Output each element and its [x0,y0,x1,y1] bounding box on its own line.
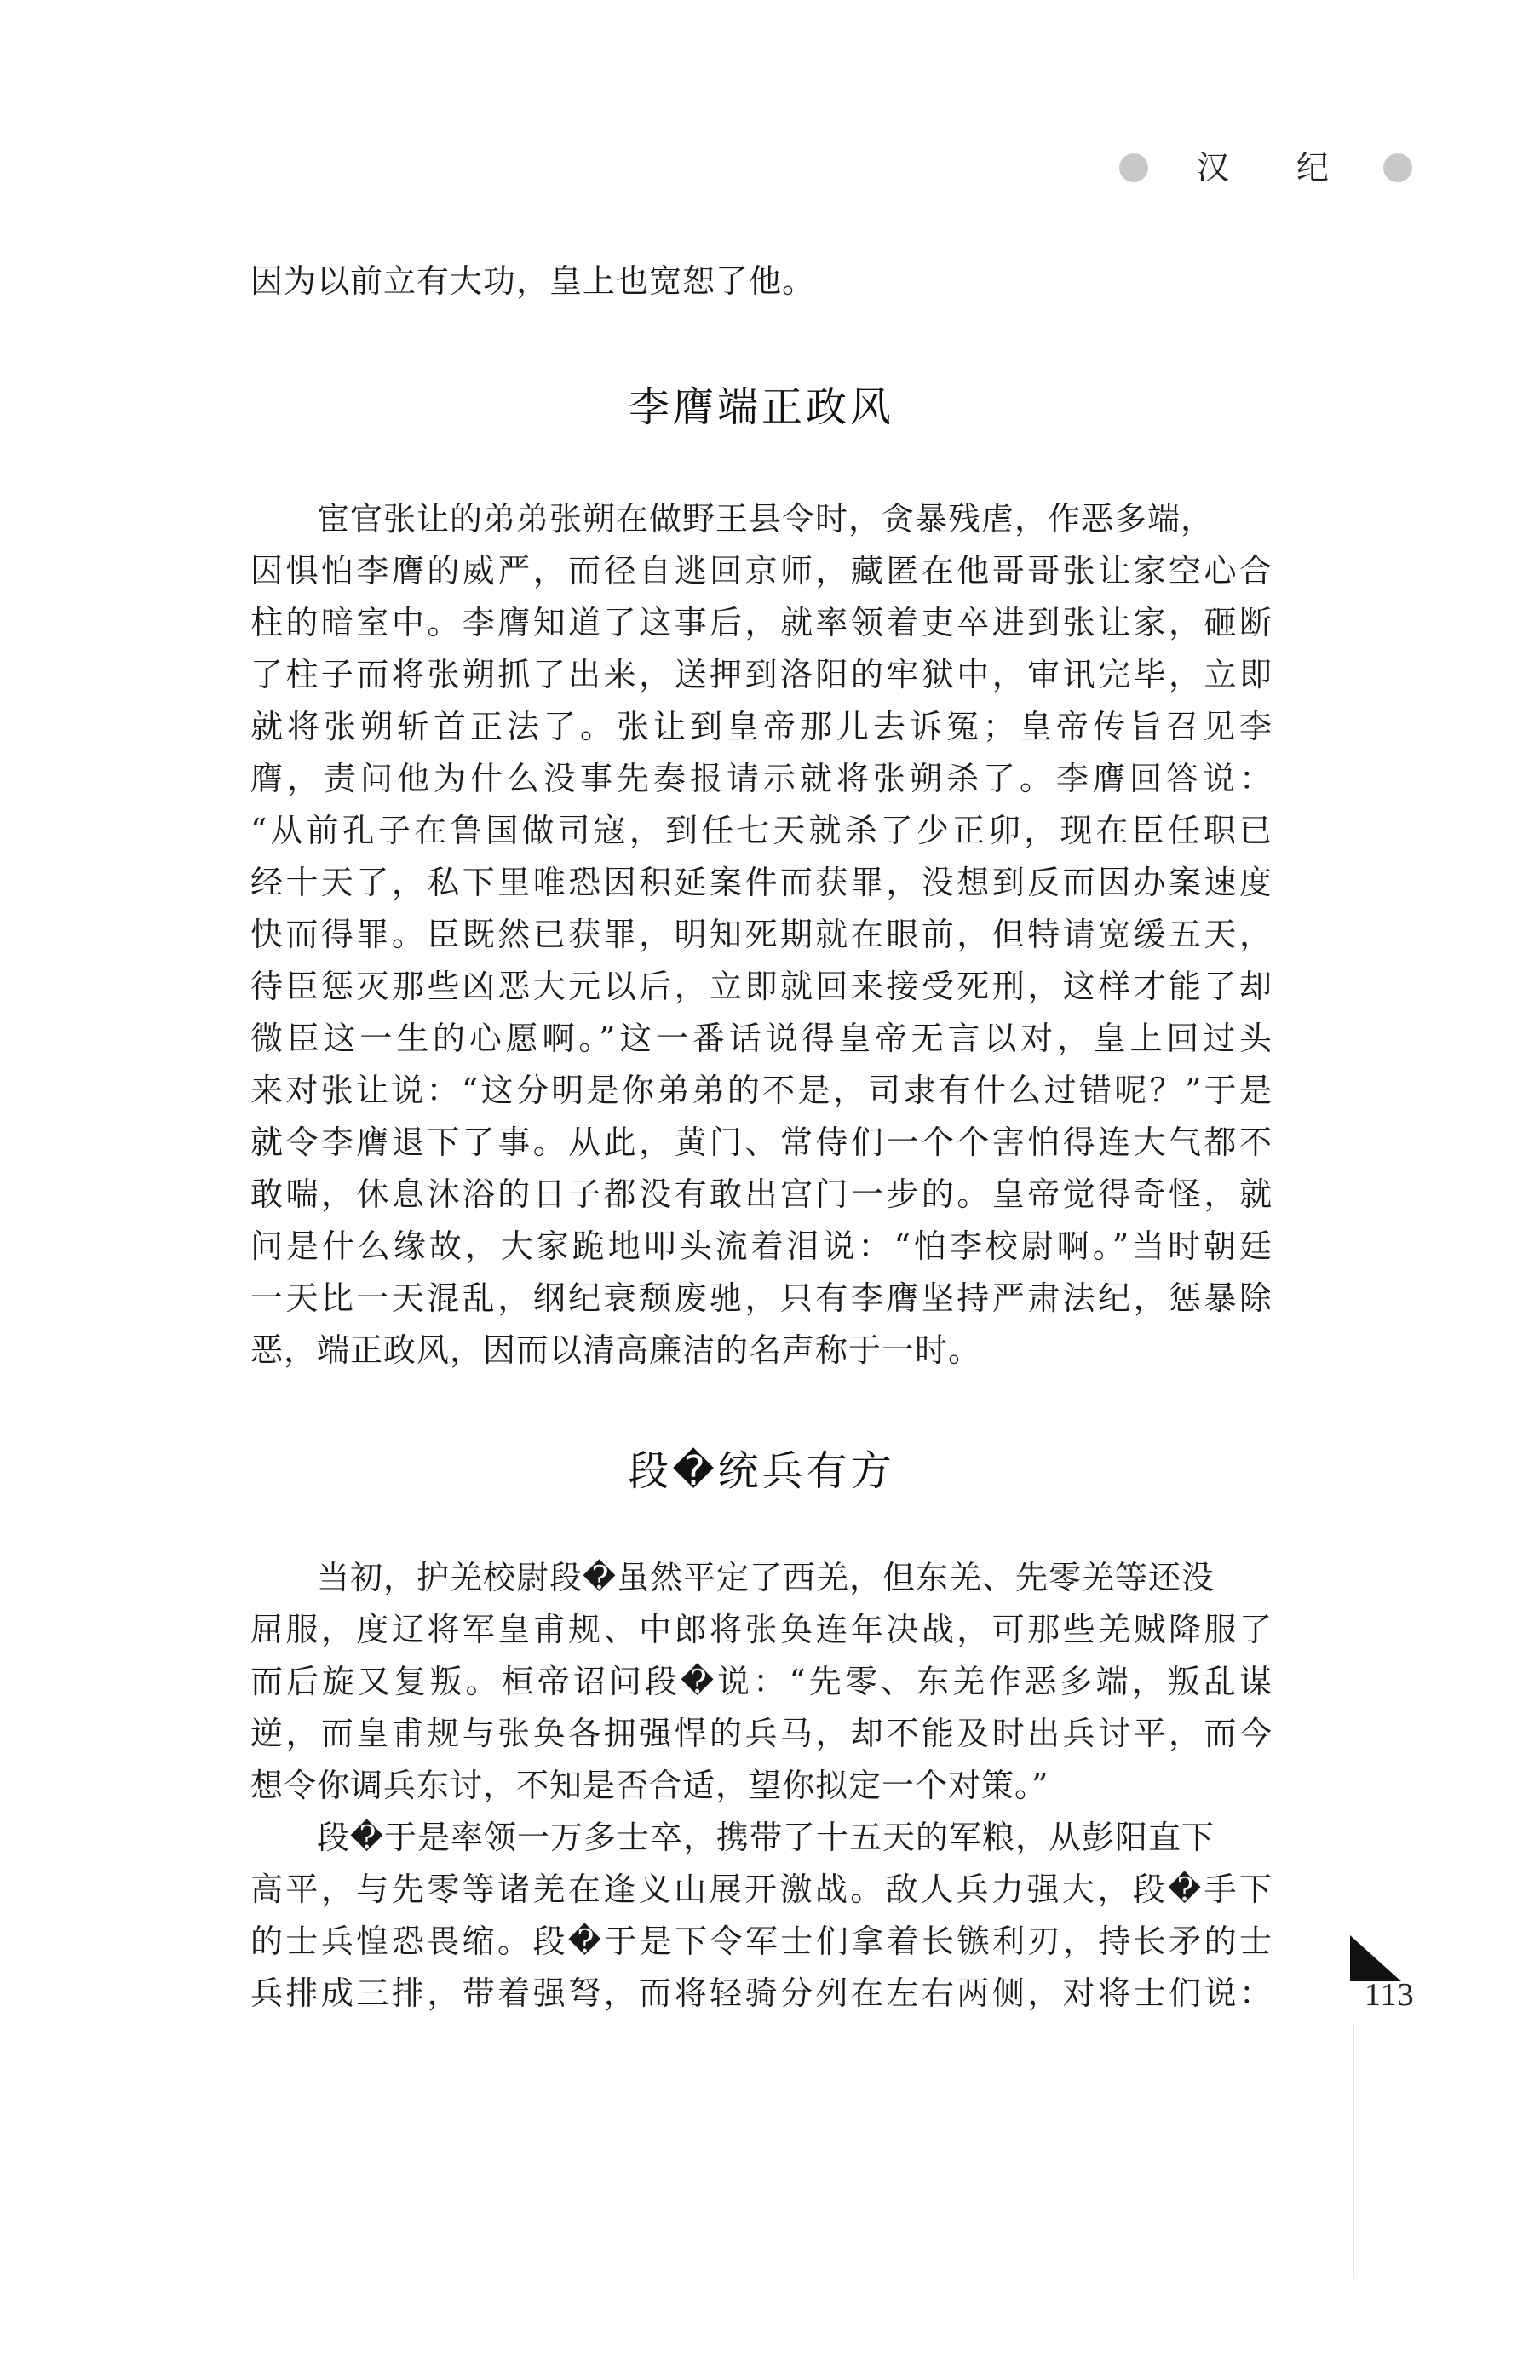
section-title-li-ying: 李膺端正政风 [628,383,894,431]
text-line: 快而得罪。臣既然已获罪，明知死期就在眼前，但特请宽缓五天， [250,916,1273,953]
running-head-char-1: 汉 [1197,149,1230,187]
text-line: 敢喘，休息沐浴的日子都没有敢出宫门一步的。皇帝觉得奇怪，就 [250,1176,1273,1213]
page-number: 113 [1365,1977,1415,2013]
section-2-paragraph-2 [250,1812,1273,2020]
running-head [1107,147,1431,194]
text-line: 一天比一天混乱，纲纪衰颓废驰，只有李膺坚持严肃法纪，惩暴除 [250,1279,1273,1317]
text-line: 屈服，度辽将军皇甫规、中郎将张奂连年决战，可那些羌贼降服了 [250,1611,1273,1648]
text-line: 就令李膺退下了事。从此，黄门、常侍们一个个害怕得连大气都不 [250,1124,1273,1161]
text-line: 恶，端正政风，因而以清高廉洁的名声称于一时。 [250,1331,982,1369]
text-line: 的士兵惶恐畏缩。段�于是下令军士们拿着长镞利刃，持长矛的士 [250,1923,1273,1960]
text-line: 而后旋又复叛。桓帝诏问段�说：“先零、东羌作恶多端，叛乱谋 [250,1663,1273,1700]
text-line: 宦官张让的弟弟张朔在做野王县令时，贪暴残虐，作恶多端， [250,500,1215,538]
text-line: 来对张让说：“这分明是你弟弟的不是，司隶有什么过错呢？”于是 [250,1072,1273,1109]
section-2-paragraph-1 [250,1552,1273,1812]
text-line: 当初，护羌校尉段�虽然平定了西羌，但东羌、先零羌等还没 [250,1559,1215,1596]
text-line: 因惧怕李膺的威严，而径自逃回京师，藏匿在他哥哥张让家空心合 [250,552,1273,589]
text-line: 就将张朔斩首正法了。张让到皇帝那儿去诉冤；皇帝传旨召见李 [250,708,1273,745]
bullet-dot-left [1119,153,1148,182]
margin-rule [1353,2024,1354,2279]
intro-line: 因为以前立有大功，皇上也宽恕了他。 [250,262,816,300]
bullet-dot-right [1383,153,1412,182]
text-line: 微臣这一生的心愿啊。”这一番话说得皇帝无言以对，皇上回过头 [250,1020,1273,1057]
page-body [250,256,1273,2020]
text-line: 想令你调兵东讨，不知是否合适，望你拟定一个对策。” [250,1767,1049,1804]
text-line: 问是什么缘故，大家跪地叩头流着泪说：“怕李校尉啊。”当时朝廷 [250,1227,1273,1265]
text-line: 段�于是率领一万多士卒，携带了十五天的军粮，从彭阳直下 [250,1819,1215,1856]
text-line: “从前孔子在鲁国做司寇，到任七天就杀了少正卯，现在臣任职已 [250,812,1273,849]
text-line: 经十天了，私下里唯恐因积延案件而获罪，没想到反而因办案速度 [250,864,1273,901]
text-line: 高平，与先零等诸羌在逢义山展开激战。敌人兵力强大，段�手下 [250,1871,1273,1908]
text-line: 柱的暗室中。李膺知道了这事后，就率领着吏卒进到张让家，砸断 [250,604,1273,641]
section-title-duan: 段�统兵有方 [628,1447,895,1495]
text-line: 了柱子而将张朔抓了出来，送押到洛阳的牢狱中，审讯完毕，立即 [250,656,1273,693]
section-1-paragraph [250,493,1273,1377]
text-line: 兵排成三排，带着强弩，而将轻骑分列在左右两侧，对将士们说： [250,1975,1273,2012]
text-line: 逆，而皇甫规与张奂各拥强悍的兵马，却不能及时出兵讨平，而今 [250,1715,1273,1752]
page-corner-triangle-icon [1350,1935,1401,1981]
text-line: 膺，责问他为什么没事先奏报请示就将张朔杀了。李膺回答说： [250,760,1273,797]
text-line: 待臣惩灭那些凶恶大元以后，立即就回来接受死刑，这样才能了却 [250,968,1273,1005]
running-head-char-2: 纪 [1296,149,1330,187]
